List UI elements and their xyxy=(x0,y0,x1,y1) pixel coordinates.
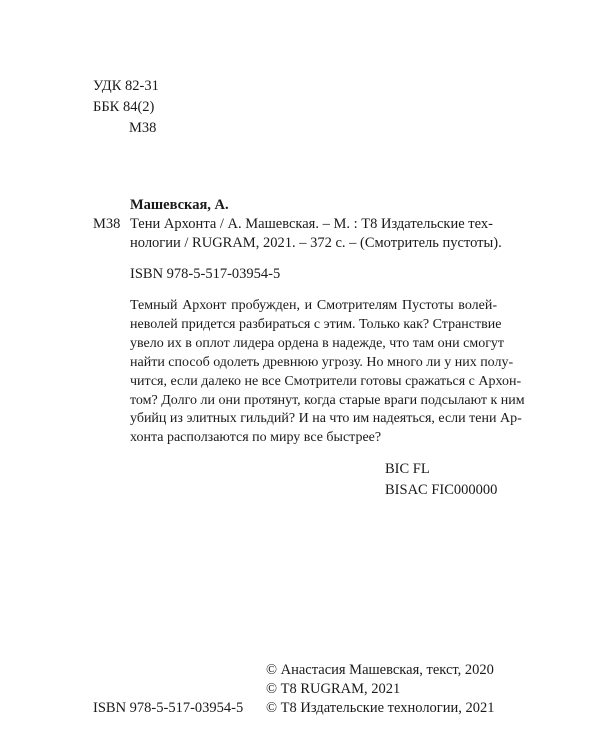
bbk-code: ББК 84(2) xyxy=(93,99,155,115)
annotation-line: неволей придется разбираться с этим. Только как? Странствие xyxy=(130,316,502,332)
annotation-line: найти способ одолеть древнюю угрозу. Но много ли у них полу- xyxy=(130,354,514,370)
bisac-code: BISAC FIC000000 xyxy=(385,482,498,498)
annotation-line: Темный Архонт пробужден, и Смотрителям Пустоты волей- xyxy=(130,298,497,313)
entry-line-1: Тени Архонта / А. Машевская. – М. : Т8 Издательские тех- xyxy=(130,216,493,232)
isbn-footer: ISBN 978-5-517-03954-5 xyxy=(93,700,244,716)
entry-author-mark: М38 xyxy=(93,216,121,232)
bic-code: BIC FL xyxy=(385,461,430,477)
copyright-line: © Т8 RUGRAM, 2021 xyxy=(266,681,401,697)
copyright-line: © Т8 Издательские технологии, 2021 xyxy=(266,700,495,716)
copyright-line: © Анастасия Машевская, текст, 2020 xyxy=(266,662,494,678)
annotation-paragraph xyxy=(130,297,525,448)
annotation-line: увело их в оплот лидера ордена в надежде, что там они смогут xyxy=(130,335,505,351)
entry-line-2: нологии / RUGRAM, 2021. – 372 с. – (Смотритель пустоты). xyxy=(130,235,502,251)
annotation-line: чится, если далеко не все Смотрители готовы сражаться с Архон- xyxy=(130,373,522,389)
author-heading: Машевская, А. xyxy=(130,197,229,213)
annotation-line: убийц из элитных гильдий? И на что им надеяться, если тени Ар- xyxy=(130,411,522,427)
udk-code: УДК 82-31 xyxy=(93,78,159,94)
annotation-line: том? Долго ли они протянут, когда старые враги подсылают к ним xyxy=(130,392,525,408)
author-mark: М38 xyxy=(129,120,157,136)
isbn-main: ISBN 978-5-517-03954-5 xyxy=(130,266,281,282)
annotation-line: хонта расползаются по миру все быстрее? xyxy=(130,430,382,446)
